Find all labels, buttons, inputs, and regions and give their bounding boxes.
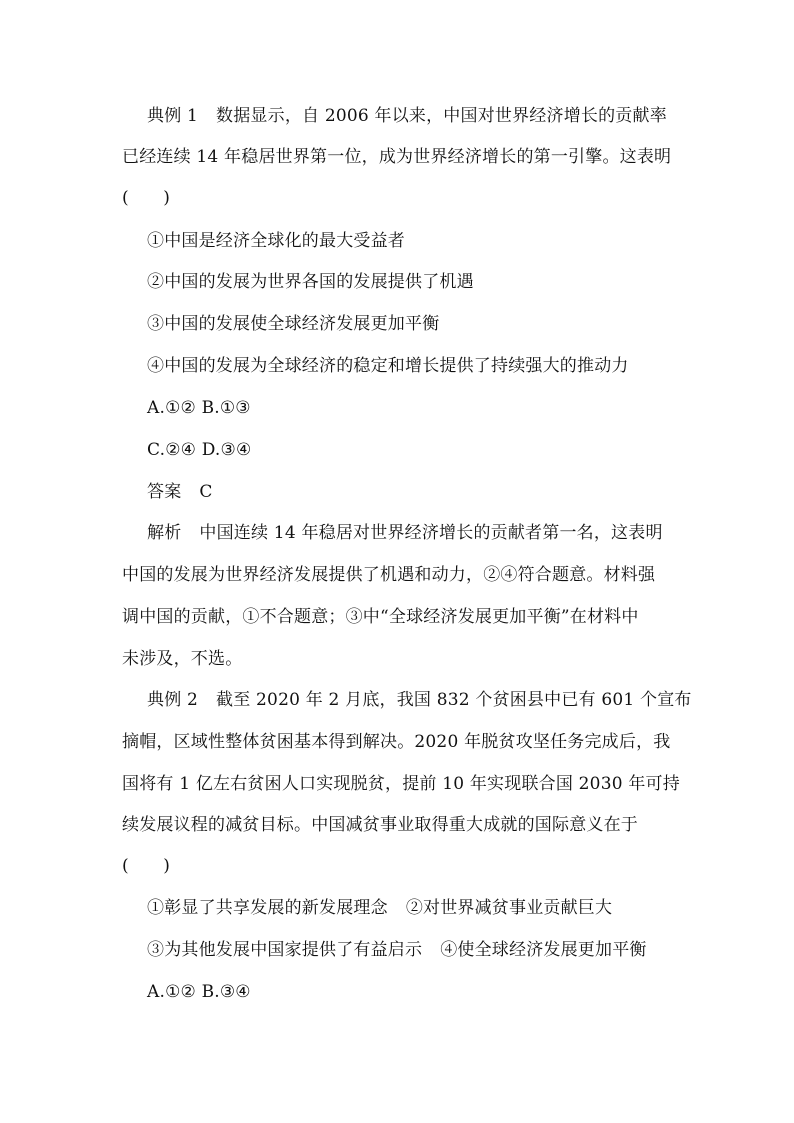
example2-statement-3: ③为其他发展中国家提供了有益启示: [147, 940, 423, 960]
example1-statement-1: ①中国是经济全球化的最大受益者: [147, 231, 405, 251]
example1-options-line1: A.①② B.①③: [147, 398, 251, 418]
example1-stem-line2: 已经连续 14 年稳居世界第一位，成为世界经济增长的第一引擎。这表明: [122, 147, 672, 167]
example2-stem-line3: 国将有 1 亿左右贫困人口实现脱贫，提前 10 年实现联合国 2030 年可持: [122, 774, 680, 794]
example1-analysis-line3: 调中国的贡献，①不合题意；③中“全球经济发展更加平衡”在材料中: [122, 607, 639, 627]
example2-statements-row1: [147, 897, 612, 919]
example2-stem-line4: 续发展议程的减贫目标。中国减贫事业取得重大成就的国际意义在于: [122, 815, 638, 835]
example1-options-line2: C.②④ D.③④: [147, 440, 252, 460]
example2-statement-2: ②对世界减贫事业贡献巨大: [405, 898, 613, 918]
example2-statements-row2: [147, 939, 647, 961]
example2-paren: ( ): [122, 856, 171, 876]
example2-label: 典例 2: [147, 690, 199, 710]
example1-stem-line1: 典例 1 数据显示，自 2006 年以来，中国对世界经济增长的贡献率: [147, 106, 667, 126]
example1-statement-4: ④中国的发展为全球经济的稳定和增长提供了持续强大的推动力: [147, 356, 629, 376]
example2-statement-1: ①彰显了共享发展的新发展理念: [147, 898, 388, 918]
example1-answer: [147, 481, 213, 503]
example1-analysis-line4: 未涉及，不选。: [122, 649, 243, 669]
example1-label: 典例 1: [147, 106, 199, 126]
example1-statement-2: ②中国的发展为世界各国的发展提供了机遇: [147, 272, 474, 292]
example2-stem-line1: 典例 2 截至 2020 年 2 月底，我国 832 个贫困县中已有 601 个宣布: [147, 690, 692, 710]
analysis-label: 解析: [147, 523, 182, 543]
example1-paren: ( ): [122, 188, 171, 208]
answer-value: C: [199, 482, 213, 502]
example1-analysis-line2: 中国的发展为世界经济发展提供了机遇和动力，②④符合题意。材料强: [122, 565, 656, 585]
example2-statement-4: ④使全球经济发展更加平衡: [440, 940, 647, 960]
example1-statement-3: ③中国的发展使全球经济发展更加平衡: [147, 314, 440, 334]
example2-options-line1: A.①② B.③④: [147, 982, 251, 1002]
example1-analysis-line1: 解析 中国连续 14 年稳居对世界经济增长的贡献者第一名，这表明: [147, 523, 663, 543]
example2-stem-line2: 摘帽，区域性整体贫困基本得到解决。2020 年脱贫攻坚任务完成后，我: [122, 732, 671, 752]
answer-label: 答案: [147, 482, 182, 502]
